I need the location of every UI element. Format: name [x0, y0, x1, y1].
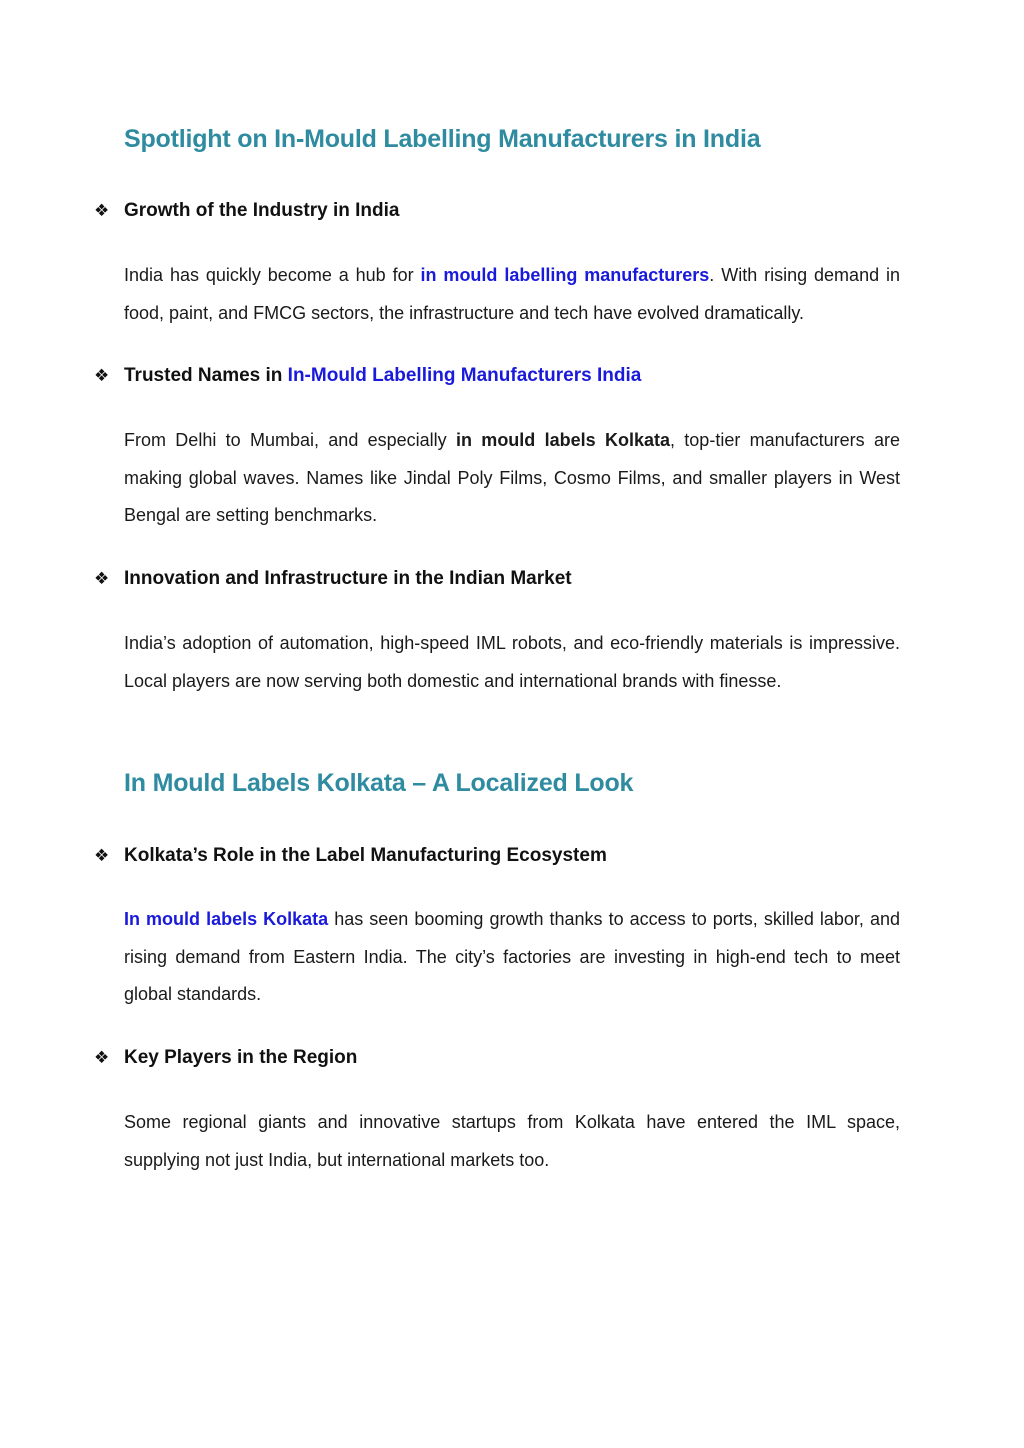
diamond-bullet-icon: ❖: [94, 201, 110, 220]
diamond-bullet-icon: ❖: [94, 846, 110, 865]
diamond-bullet-icon: ❖: [94, 1048, 110, 1067]
paragraph-growth: India has quickly become a hub for in mould labelling manufacturers. With rising demand in food, paint, and FMCG sectors, the infrastructure and tech have evolved dramatically.: [124, 265, 901, 323]
paragraph-trusted-names: From Delhi to Mumbai, and especially in mould labels Kolkata, top-tier manufacturers are making global waves. Names like Jindal Poly Films, Cosmo Films, and smaller players in West Bengal are setting benchmarks.: [124, 430, 901, 526]
diamond-bullet-icon: ❖: [94, 366, 110, 385]
paragraph-key-players: Some regional giants and innovative startups from Kolkata have entered the IML space, supplying not just India, but international markets too.: [124, 1112, 900, 1170]
diamond-bullet-icon: ❖: [94, 569, 110, 588]
link-in-mould-labelling-manufacturers[interactable]: in mould labelling manufacturers: [420, 265, 710, 285]
bullet-heading-growth: ❖ Growth of the Industry in India: [94, 200, 400, 221]
paragraph-kolkata-role: In mould labels Kolkata has seen booming growth thanks to access to ports, skilled labor, and rising demand from Eastern India. The city’s factories are investing in high-end tech to meet global standards.: [124, 909, 900, 1005]
bullet-heading-innovation: ❖ Innovation and Infrastructure in the Indian Market: [94, 568, 572, 589]
link-in-mould-labels-kolkata[interactable]: In mould labels Kolkata: [124, 909, 329, 929]
link-in-mould-labelling-manufacturers-india[interactable]: In-Mould Labelling Manufacturers India: [287, 365, 642, 386]
paragraph-innovation: India’s adoption of automation, high-speed IML robots, and eco-friendly materials is impressive. Local players are now serving both domestic and international brands with finesse.: [124, 633, 900, 691]
bullet-heading-trusted-names: ❖ Trusted Names in In-Mould Labelling Manufacturers India: [94, 365, 642, 386]
section-title-kolkata: In Mould Labels Kolkata – A Localized Look: [124, 769, 634, 797]
section-title-spotlight: Spotlight on In-Mould Labelling Manufacturers in India: [124, 125, 761, 153]
bullet-heading-key-players: ❖ Key Players in the Region: [94, 1047, 358, 1068]
bullet-heading-kolkata-role: ❖ Kolkata’s Role in the Label Manufacturing Ecosystem: [94, 845, 607, 866]
